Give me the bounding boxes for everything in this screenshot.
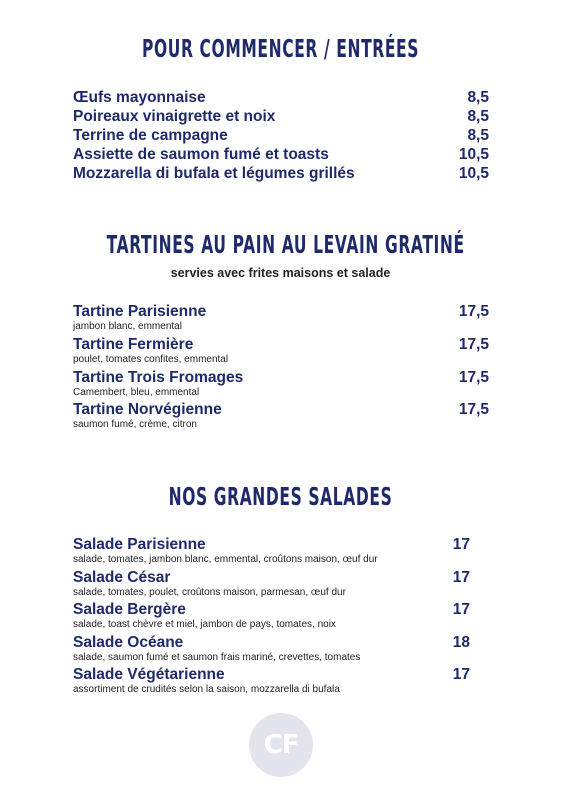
menu-item-name: Salade Végétarienne — [73, 666, 225, 683]
menu-item-price: 17,5 — [458, 401, 489, 418]
menu-item-description: jambon blanc, emmental — [73, 321, 182, 332]
menu-item-name: Salade Bergère — [73, 601, 186, 618]
menu-item-price: 8,5 — [467, 127, 489, 144]
menu-item-name: Salade Océane — [73, 634, 184, 651]
menu-item-price: 17,5 — [458, 369, 489, 386]
menu-item-price: 18 — [452, 634, 470, 651]
section-title-entrees: POUR COMMENCER / ENTRÉES — [141, 34, 420, 63]
menu-item-price: 8,5 — [467, 108, 489, 125]
menu-item-price: 17,5 — [458, 303, 489, 320]
menu-item-name: Tartine Parisienne — [73, 303, 207, 320]
menu-item-name: Tartine Norvégienne — [73, 401, 222, 418]
logo-text: CF — [263, 730, 299, 760]
cf-logo — [249, 713, 313, 777]
menu-item-price: 10,5 — [458, 146, 489, 163]
menu-item-name: Salade César — [73, 569, 171, 586]
menu-item-description: salade, saumon fumé et saumon frais mariné, crevettes, tomates — [73, 652, 361, 663]
menu-item-price: 17 — [452, 666, 470, 683]
menu-item-name: Poireaux vinaigrette et noix — [73, 108, 276, 125]
menu-item-name: Œufs mayonnaise — [73, 89, 206, 106]
menu-item-price: 17,5 — [458, 336, 489, 353]
menu-item-description: saumon fumé, crème, citron — [73, 419, 197, 430]
menu-item-name: Assiette de saumon fumé et toasts — [73, 146, 329, 163]
menu-item-description: assortiment de crudités selon la saison, mozzarella di bufala — [73, 684, 340, 695]
menu-item-description: salade, tomates, poulet, croûtons maison, parmesan, œuf dur — [73, 587, 346, 598]
menu-item-name: Tartine Fermière — [73, 336, 194, 353]
menu-item-description: poulet, tomates confites, emmental — [73, 354, 229, 365]
menu-item-name: Terrine de campagne — [73, 127, 228, 144]
menu-item-price: 17 — [452, 601, 470, 618]
menu-item-description: salade, toast chèvre et miel, jambon de pays, tomates, noix — [73, 619, 336, 630]
menu-item-name: Salade Parisienne — [73, 536, 206, 553]
menu-item-price: 17 — [452, 536, 470, 553]
section-title-tartines: TARTINES AU PAIN AU LEVAIN GRATINÉ — [106, 230, 465, 259]
menu-item-name: Tartine Trois Fromages — [73, 369, 244, 386]
menu-item-description: salade, tomates, jambon blanc, emmental, croûtons maison, œuf dur — [73, 554, 378, 565]
menu-item-name: Mozzarella di bufala et légumes grillés — [73, 165, 355, 182]
menu-item-price: 17 — [452, 569, 470, 586]
menu-item-description: Camembert, bleu, emmental — [73, 387, 200, 398]
section-title-salades: NOS GRANDES SALADES — [168, 482, 393, 511]
menu-item-price: 10,5 — [458, 165, 489, 182]
menu-item-price: 8,5 — [467, 89, 489, 106]
section-subtitle-tartines: servies avec frites maisons et salade — [170, 266, 391, 280]
